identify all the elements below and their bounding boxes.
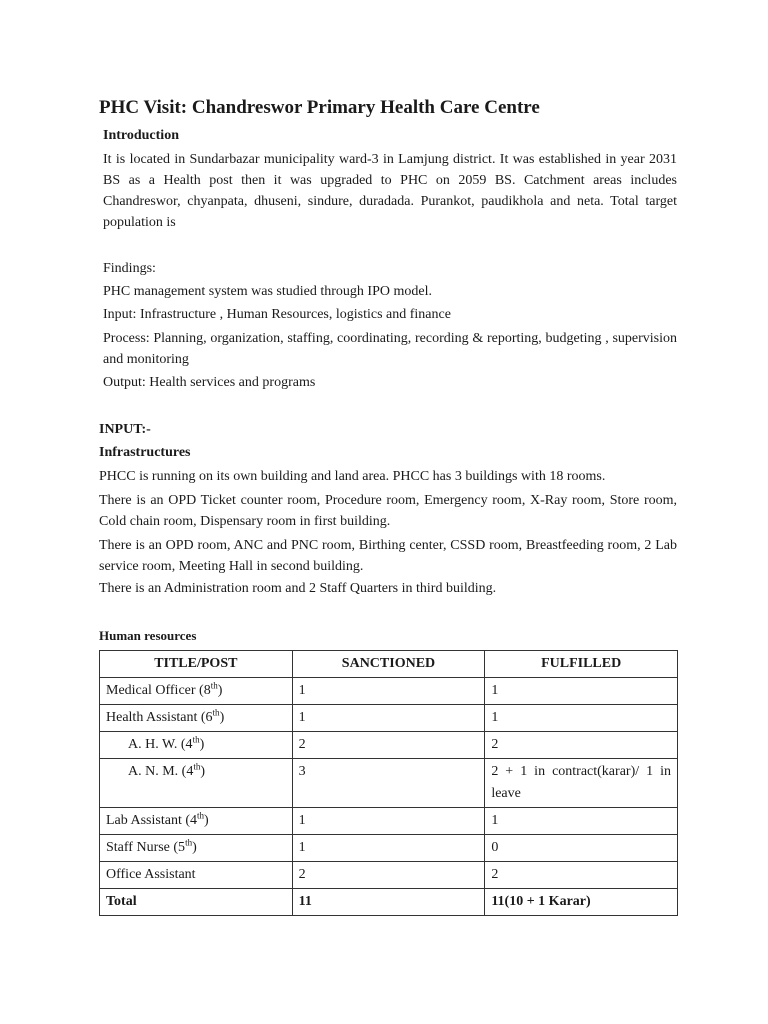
total-label-cell: Total [100, 889, 293, 916]
table-row [100, 835, 678, 862]
findings-ipo-line: PHC management system was studied through IPO model. [103, 284, 432, 299]
findings-process-line: Process: Planning, organization, staffing, coordinating, recording & reporting, budgeting , supervision and monitoring [103, 331, 677, 367]
table-row [100, 808, 678, 835]
table-row [100, 759, 678, 808]
sanctioned-cell: 3 [292, 759, 485, 808]
column-header-title-post: TITLE/POST [100, 651, 293, 678]
sanctioned-cell: 1 [292, 678, 485, 705]
table-row [100, 678, 678, 705]
infra-paragraph-1: PHCC is running on its own building and land area. PHCC has 3 buildings with 18 rooms. [99, 469, 606, 484]
sanctioned-cell: 1 [292, 705, 485, 732]
infra-paragraph-2: There is an OPD Ticket counter room, Procedure room, Emergency room, X-Ray room, Store room, Cold chain room, Dispensary room in first building. [99, 493, 677, 529]
fulfilled-cell: 2 [485, 732, 678, 759]
post-cell: Medical Officer (8th) [100, 678, 293, 705]
column-header-fulfilled: FULFILLED [485, 651, 678, 678]
findings-label: Findings: [103, 261, 156, 276]
fulfilled-cell: 0 [485, 835, 678, 862]
infrastructures-heading: Infrastructures [99, 445, 191, 460]
findings-input-line: Input: Infrastructure , Human Resources, logistics and finance [103, 307, 451, 322]
post-cell: Health Assistant (6th) [100, 705, 293, 732]
total-fulfilled-cell: 11(10 + 1 Karar) [485, 889, 678, 916]
page-title: PHC Visit: Chandreswor Primary Health Care Centre [99, 97, 540, 118]
findings-output-line: Output: Health services and programs [103, 375, 316, 390]
table-total-row [100, 889, 678, 916]
post-cell: A. N. M. (4th) [100, 759, 293, 808]
post-cell: A. H. W. (4th) [100, 732, 293, 759]
fulfilled-cell: 2 + 1 in contract(karar)/ 1 in leave [485, 759, 678, 808]
fulfilled-cell: 2 [485, 862, 678, 889]
human-resources-heading: Human resources [99, 628, 197, 643]
introduction-heading: Introduction [103, 128, 179, 143]
post-cell: Office Assistant [100, 862, 293, 889]
table-row [100, 705, 678, 732]
table-header-row [100, 651, 678, 678]
fulfilled-cell: 1 [485, 678, 678, 705]
infra-paragraph-3: There is an OPD room, ANC and PNC room, Birthing center, CSSD room, Breastfeeding room, 2 Lab service room, Meeting Hall in second building. [99, 538, 677, 574]
sanctioned-cell: 2 [292, 732, 485, 759]
sanctioned-cell: 1 [292, 808, 485, 835]
sanctioned-cell: 1 [292, 835, 485, 862]
table-row [100, 862, 678, 889]
column-header-sanctioned: SANCTIONED [292, 651, 485, 678]
human-resources-table [99, 650, 678, 916]
total-sanctioned-cell: 11 [292, 889, 485, 916]
sanctioned-cell: 2 [292, 862, 485, 889]
fulfilled-cell: 1 [485, 808, 678, 835]
post-cell: Lab Assistant (4th) [100, 808, 293, 835]
table-row [100, 732, 678, 759]
introduction-text: It is located in Sundarbazar municipality ward-3 in Lamjung district. It was established in year 2031 BS as a Health post then it was upgraded to PHC on 2059 BS. Catchment areas includes Chandreswor, chyanpata, dhuseni, sindure, duradada. Purankot, paudikhola and neta. Total target population is [103, 152, 677, 230]
fulfilled-cell: 1 [485, 705, 678, 732]
input-heading: INPUT:- [99, 422, 151, 437]
infra-paragraph-4: There is an Administration room and 2 Staff Quarters in third building. [99, 581, 497, 596]
post-cell: Staff Nurse (5th) [100, 835, 293, 862]
